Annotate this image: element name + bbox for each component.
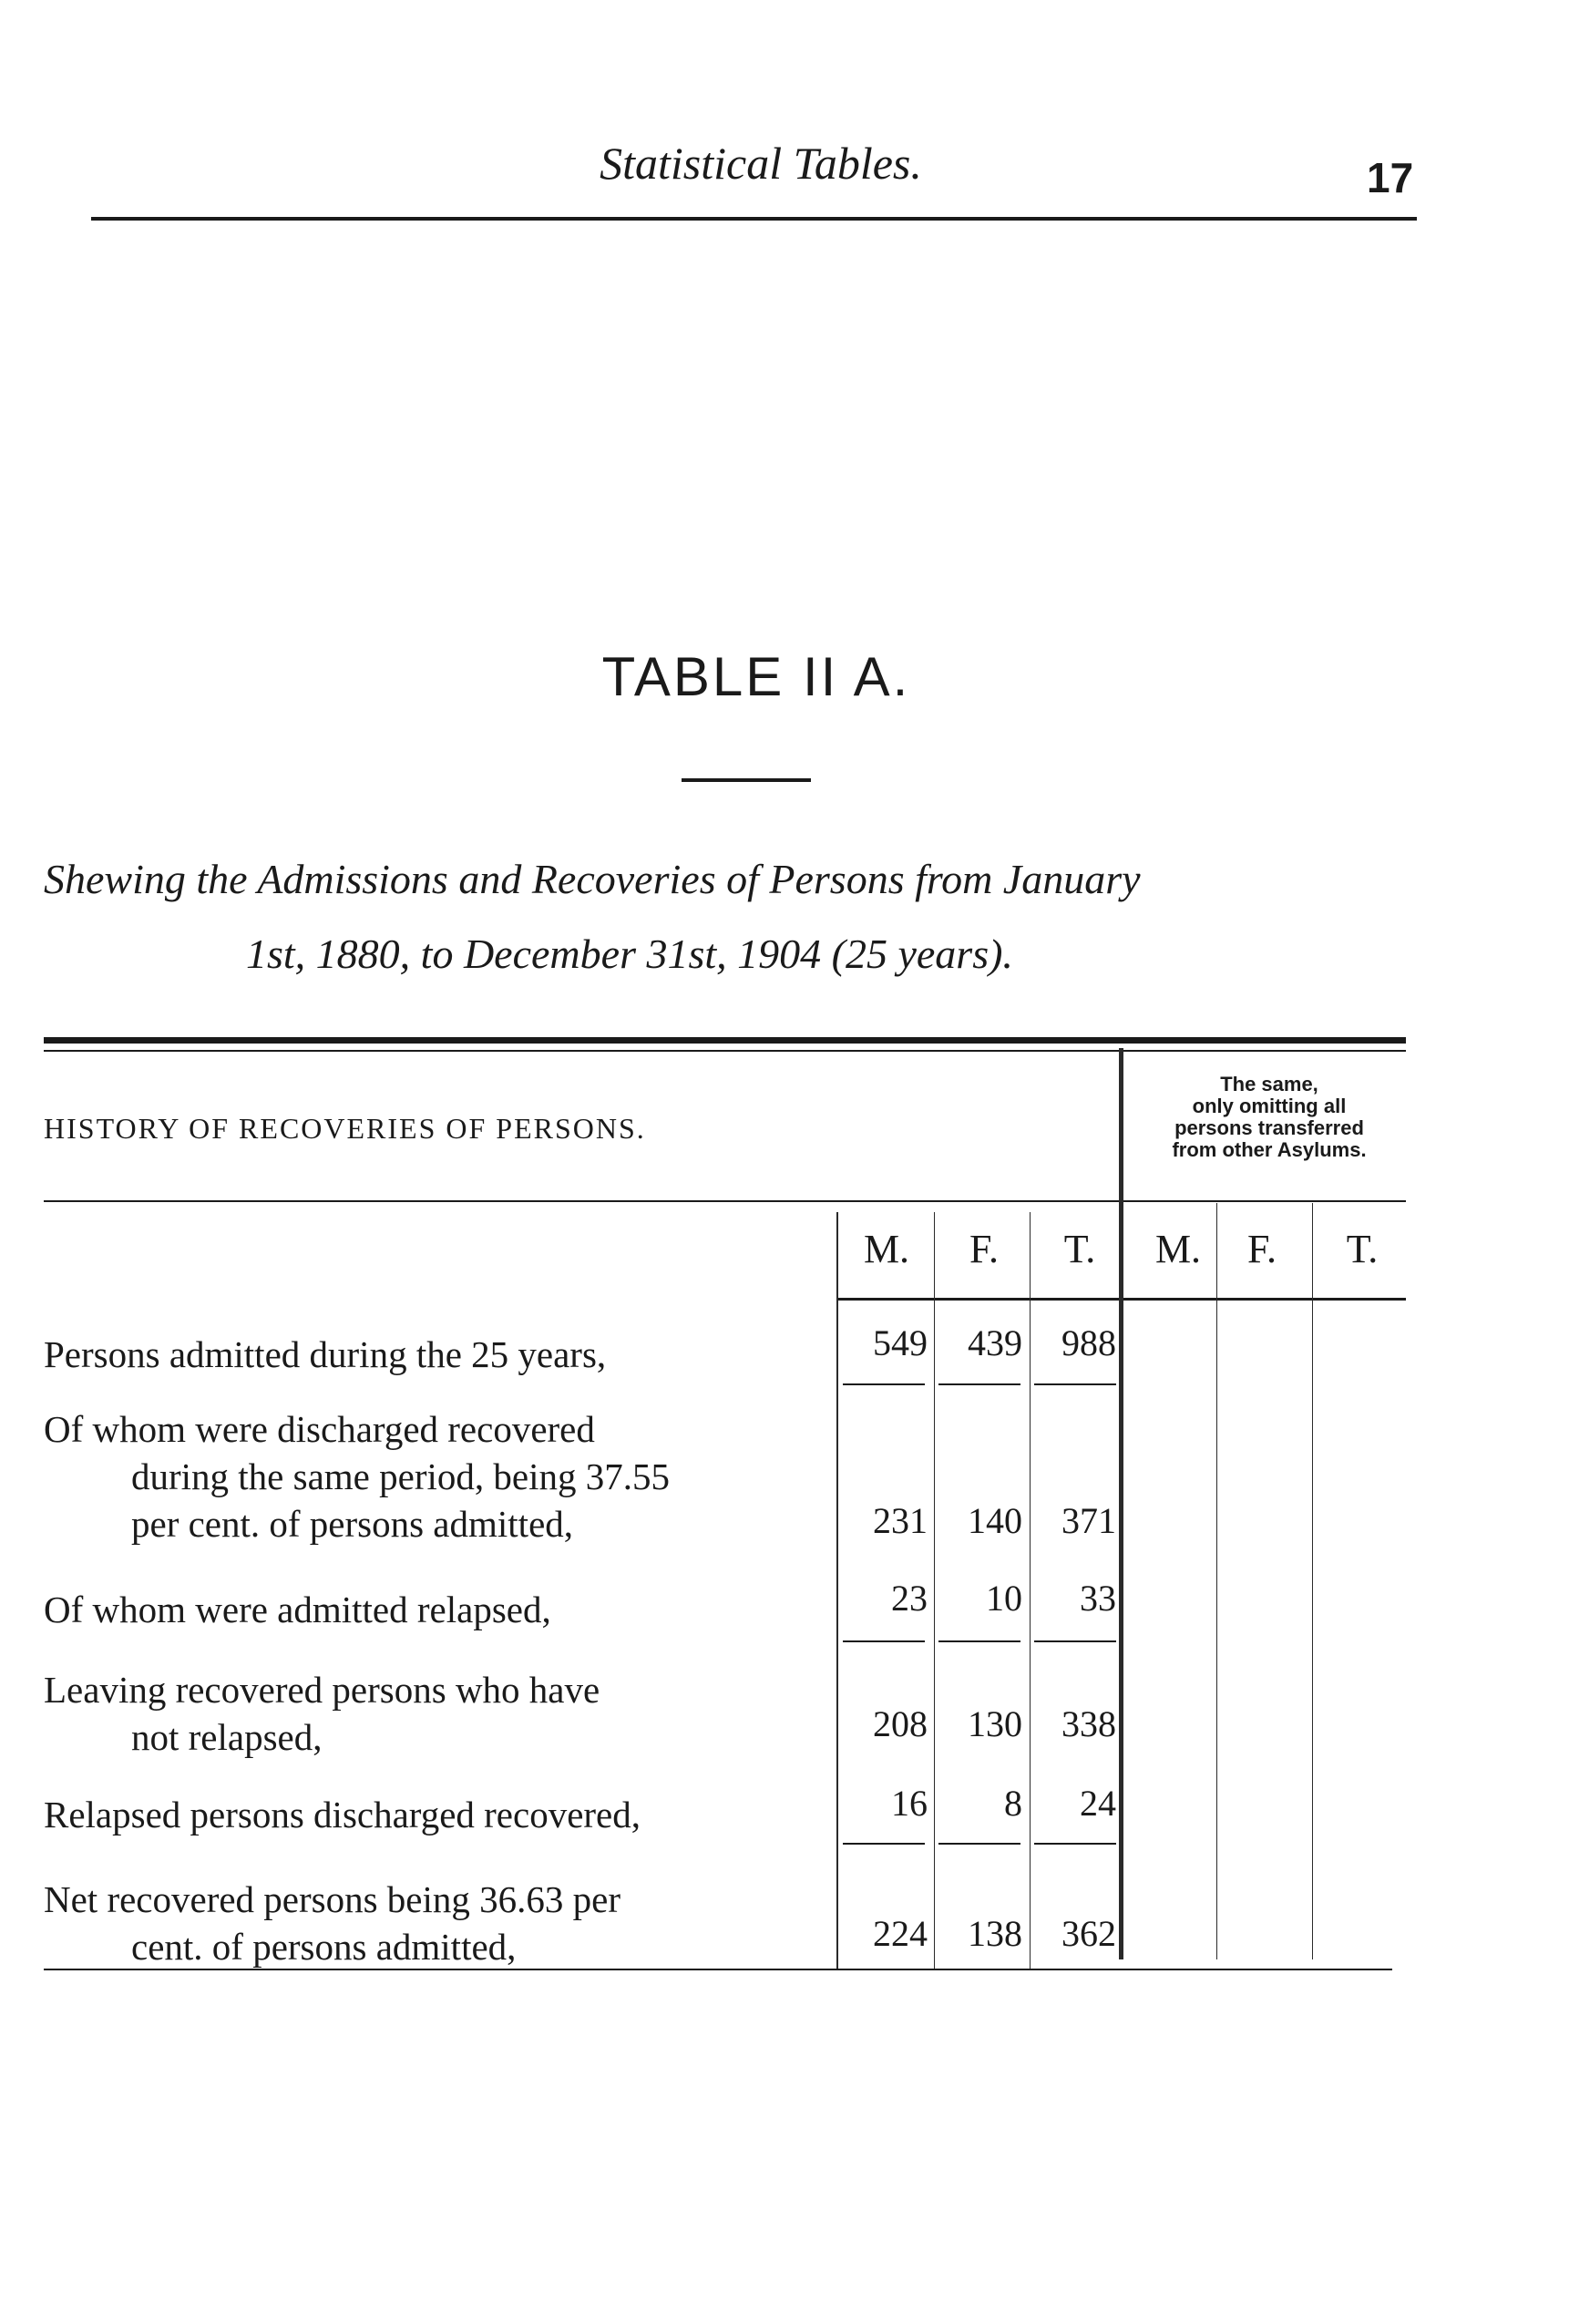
section-heading: HISTORY OF RECOVERIES OF PERSONS. (44, 1112, 646, 1145)
cell-value: 439 (968, 1322, 1022, 1363)
cell-value: 208 (873, 1703, 928, 1744)
cell-value: 8 (1004, 1783, 1022, 1824)
row-label-line: during the same period, being 37.55 (131, 1455, 670, 1497)
header-bottom-rule (44, 1200, 1406, 1202)
table-top-rule (44, 1037, 1406, 1044)
table-top-rule-thin (44, 1050, 1406, 1052)
row-label-line: Of whom were admitted relapsed, (44, 1589, 551, 1630)
header-rule (91, 217, 1417, 221)
col-header-t: T. (1063, 1227, 1096, 1271)
subtotal-rule (938, 1640, 1020, 1642)
row-label-line: Leaving recovered persons who have (44, 1669, 600, 1711)
cell-value: 549 (873, 1322, 928, 1363)
row-label-line: not relapsed, (131, 1716, 323, 1758)
subtotal-rule (938, 1843, 1020, 1845)
row-label-line: Net recovered persons being 36.63 per (44, 1878, 620, 1920)
table-title: TABLE II A. (601, 646, 911, 707)
side-note-line: persons transferred (1174, 1116, 1364, 1139)
cell-value: 24 (1080, 1783, 1116, 1824)
row-label-line: Relapsed persons discharged recovered, (44, 1794, 641, 1836)
cell-value: 16 (891, 1783, 928, 1824)
cell-value: 130 (968, 1703, 1022, 1744)
col-header-t-excl: T. (1346, 1227, 1379, 1271)
table-bottom-rule (44, 1969, 1392, 1970)
cell-value: 10 (986, 1578, 1022, 1619)
row-label (44, 1666, 827, 1761)
cell-value: 224 (873, 1913, 928, 1954)
cell-value: 33 (1080, 1578, 1116, 1619)
subtotal-rule (1034, 1383, 1116, 1385)
cell-value: 338 (1061, 1703, 1116, 1744)
subtotal-rule (843, 1640, 925, 1642)
side-note-line: from other Asylums. (1172, 1138, 1367, 1161)
table-subtitle-line-2: 1st, 1880, to December 31st, 1904 (25 years). (246, 931, 1013, 977)
column-divider-heavy (1119, 1048, 1123, 1959)
table-subtitle-line-1: Shewing the Admissions and Recoveries of Persons from January (44, 856, 1141, 902)
row-label (44, 1586, 827, 1633)
col-header-m: M. (863, 1227, 910, 1271)
subtotal-rule (843, 1383, 925, 1385)
title-underline (682, 778, 811, 782)
col-header-f-excl: F. (1247, 1227, 1277, 1271)
cell-value: 23 (891, 1578, 928, 1619)
row-label (44, 1331, 827, 1378)
row-label-line: Persons admitted during the 25 years, (44, 1333, 607, 1375)
row-label (44, 1876, 827, 1970)
side-note-line: The same, (1220, 1073, 1318, 1095)
column-divider (1216, 1203, 1217, 1959)
row-label (44, 1791, 827, 1838)
subtotal-rule (843, 1843, 925, 1845)
cell-value: 371 (1061, 1500, 1116, 1541)
side-note-line: only omitting all (1192, 1095, 1347, 1117)
running-head: Statistical Tables. (600, 138, 922, 189)
cell-value: 138 (968, 1913, 1022, 1954)
row-label-line: cent. of persons admitted, (131, 1926, 517, 1968)
cell-value: 362 (1061, 1913, 1116, 1954)
side-note (1128, 1074, 1410, 1161)
column-divider (1312, 1203, 1313, 1959)
subtotal-rule (938, 1383, 1020, 1385)
row-label-line: Of whom were discharged recovered (44, 1408, 595, 1450)
cell-value: 231 (873, 1500, 928, 1541)
cell-value: 988 (1061, 1322, 1116, 1363)
cell-value: 140 (968, 1500, 1022, 1541)
page-number: 17 (1367, 154, 1414, 201)
col-header-f: F. (969, 1227, 999, 1271)
row-label (44, 1405, 827, 1548)
col-header-m-excl: M. (1154, 1227, 1202, 1271)
subtotal-rule (1034, 1640, 1116, 1642)
subtotal-rule (1034, 1843, 1116, 1845)
row-label-line: per cent. of persons admitted, (131, 1503, 574, 1545)
